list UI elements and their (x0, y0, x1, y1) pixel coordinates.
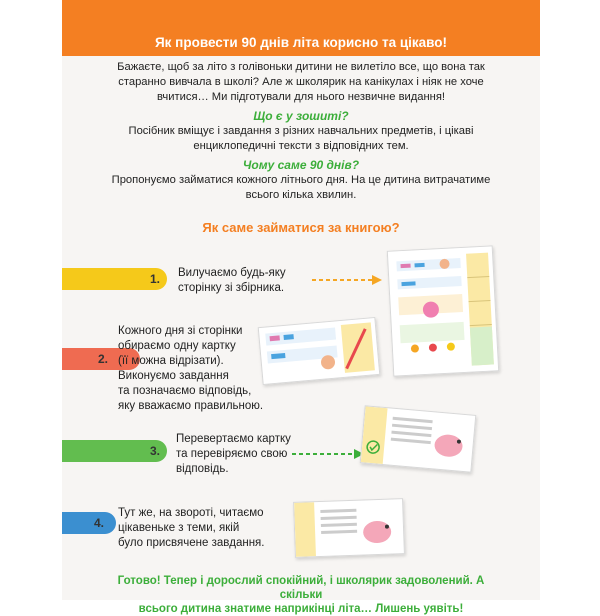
answer-line: Посібник вміщує і завдання з різних навчальних предметів, і цікаві (128, 125, 474, 137)
answer-line: Пропонуємо займатися кожного літнього дня. На це дитина витрачатиме (111, 174, 491, 186)
step-4-text (118, 506, 264, 551)
task-card-drawing (259, 318, 379, 384)
step-2-number: 2. (98, 352, 109, 366)
step-3-text (176, 432, 291, 477)
answer-line: всього кілька хвилин. (245, 189, 357, 201)
step-1-number: 1. (150, 272, 161, 286)
footer-text (102, 574, 500, 616)
step-text-line: Виконуємо завдання (118, 370, 229, 382)
step-text-line: цікавеньке з теми, якій (118, 522, 240, 534)
intro-line: вчитися… Ми підготували для нього незвичне видання! (156, 91, 446, 103)
step-2-text (118, 324, 263, 414)
intro-line: старанно вивчала в школі? Але ж школярик на канікулах і ніяк не хоче (118, 76, 484, 88)
step-text-line: Перевертаємо картку (176, 433, 291, 445)
task-card-illustration (258, 317, 381, 385)
footer-line: Готово! Тепер і дорослий спокійний, і школярик задоволений. А скільки (117, 575, 485, 601)
intro-section (82, 60, 520, 203)
answer-card-drawing (361, 406, 475, 471)
step-text-line: та перевіряємо свою (176, 448, 288, 460)
book-page (62, 0, 540, 615)
step-text-line: Вилучаємо будь-яку (178, 267, 286, 279)
step-text-line: яку вважаємо правильною. (118, 400, 264, 412)
header-banner (62, 0, 540, 56)
workbook-page-drawing (388, 246, 498, 375)
footer-line: всього дитина знатиме наприкінці літа… Лишень уявіть! (138, 603, 464, 615)
card-back-drawing (294, 499, 404, 557)
step-1-text (178, 266, 286, 296)
workbook-page-illustration (387, 245, 499, 376)
question-why-90-days: Чому саме 90 днів? (242, 158, 360, 172)
question-what-inside: Що є у зошиті? (253, 109, 349, 123)
step-4-number: 4. (94, 516, 105, 530)
step-text-line: Тут же, на звороті, читаємо (118, 507, 264, 519)
step-3-number: 3. (150, 444, 161, 458)
step-text-line: (її можна відрізати). (118, 355, 224, 367)
step-text-line: Кожного дня зі сторінки (118, 325, 243, 337)
intro-line: Бажаєте, щоб за літо з голівоньки дитини не вилетіло все, що вона так (117, 61, 485, 73)
step-text-line: сторінку зі збірника. (178, 282, 285, 294)
step-text-line: відповідь. (176, 463, 229, 475)
step-text-line: обираємо одну картку (118, 340, 236, 352)
answer-card-illustration (360, 405, 477, 473)
arrow-right-icon (312, 274, 382, 286)
header-title: Як провести 90 днів літа корисно та цікаво! (154, 35, 448, 50)
how-to-title: Як саме займатися за книгою? (202, 220, 400, 235)
step-4-bar (62, 512, 116, 534)
step-text-line: було присвячене завдання. (118, 537, 265, 549)
answer-line: енциклопедичні тексти з відповідних тем. (193, 140, 409, 152)
arrow-right-icon (292, 448, 364, 460)
step-text-line: та позначаємо відповідь, (118, 385, 252, 397)
card-back-illustration (293, 498, 405, 558)
